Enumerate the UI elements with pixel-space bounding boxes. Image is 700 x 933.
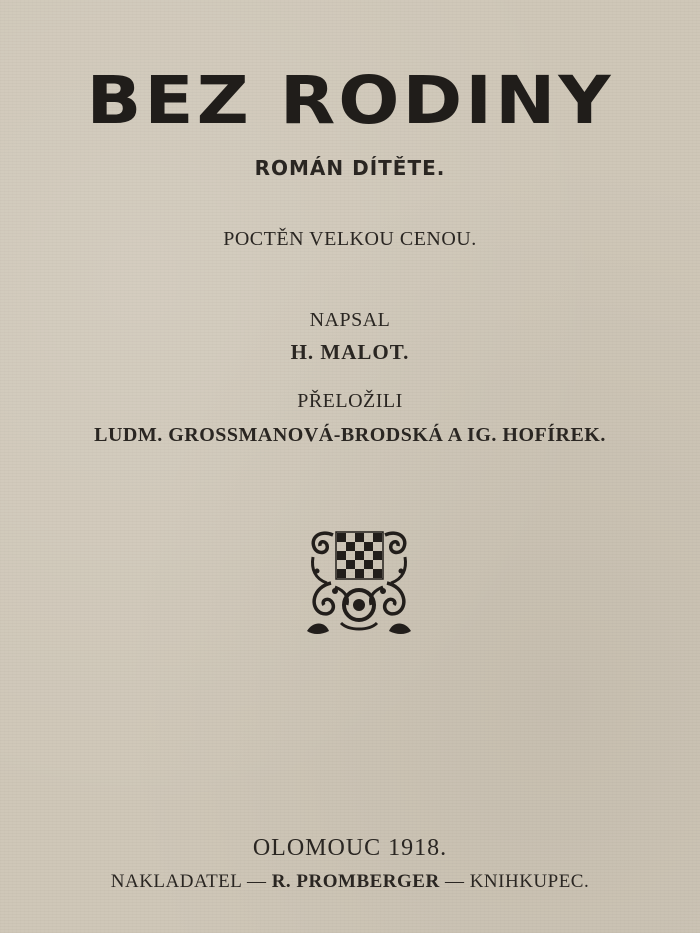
book-subtitle: ROMÁN DÍTĚTE. bbox=[254, 156, 446, 180]
publisher-line bbox=[0, 871, 700, 893]
printer-ornament-icon bbox=[305, 527, 413, 637]
author-name: H. MALOT. bbox=[290, 340, 410, 364]
award-note: POCTĚN VELKOU CENOU. bbox=[223, 228, 477, 250]
publisher-suffix: — KNIHKUPEC. bbox=[439, 871, 590, 892]
book-title: BEZ RODINY bbox=[86, 61, 614, 139]
translators-names: LUDM. GROSSMANOVÁ-BRODSKÁ A IG. HOFÍREK. bbox=[94, 424, 606, 446]
publisher-name: R. PROMBERGER bbox=[271, 871, 440, 892]
author-label: NAPSAL bbox=[309, 309, 391, 331]
translators-label: PŘELOŽILI bbox=[297, 390, 403, 412]
place-and-year: OLOMOUC 1918. bbox=[252, 835, 448, 861]
publisher-prefix: NAKLADATEL — bbox=[110, 871, 272, 892]
